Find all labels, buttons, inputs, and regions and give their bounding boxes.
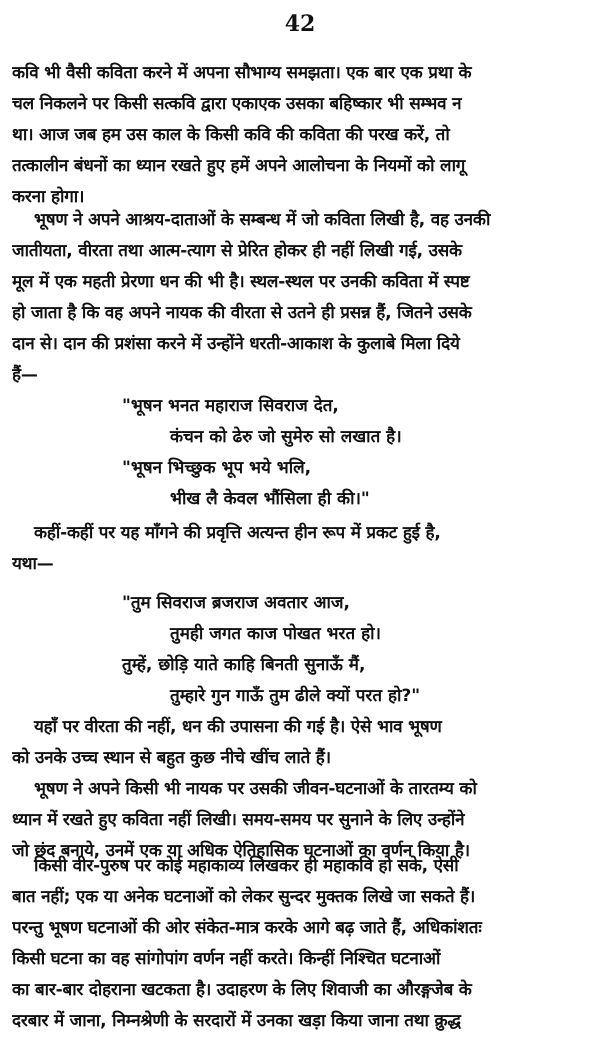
paragraph-3 — [12, 518, 586, 580]
text-line: ध्यान में रखते हुए कविता नहीं लिखी। समय-समय पर सुनाने के लिए उन्होंने — [12, 810, 465, 830]
verse-line: "भूषन भिच्छुक भूप भये भलि, — [122, 458, 312, 478]
text-line: जातीयता, वीरता तथा आत्म-त्याग से प्रेरित होकर ही नहीं लिखी गई, उसके — [12, 241, 462, 261]
text-line: किसी घटना का वह सांगोपांग वर्णन नहीं करते। किन्हीं निश्चित घटनाओं — [12, 949, 441, 969]
text-line: दान से। दान की प्रशंसा करने में उन्होंने धरती-आकाश के कुलाबे मिला दिये — [12, 334, 460, 354]
text-line: परन्तु भूषण घटनाओं की ओर संकेत-मात्र करके आगे बढ़ जाते हैं, अधिकांशतः — [12, 918, 482, 938]
verse-line: तुम्हें, छोड़ि याते काहि बिनती सुनाऊँ मैं, — [122, 655, 366, 675]
text-line: मूल में एक महती प्रेरणा धन की भी है। स्थल-स्थल पर उनकी कविता में स्पष्ट — [12, 272, 470, 292]
text-line: भूषण ने अपने किसी भी नायक पर उसकी जीवन-घटनाओं के तारतम्य को — [34, 779, 477, 799]
text-line: दरबार में जाना, निम्नश्रेणी के सरदारों में उनका खड़ा किया जाना तथा क्रुद्ध — [12, 1011, 461, 1031]
verse-line: तुमही जगत काज पोखत भरत हो। — [170, 624, 381, 644]
verse-line: "भूषन भनत महाराज सिवराज देत, — [122, 396, 339, 416]
paragraph-2 — [12, 205, 586, 391]
text-line: जो छंद बनाये, उनमें एक या अधिक ऐतिहासिक घटनाओं का वर्णन किया है। — [12, 841, 470, 861]
text-line: यथा— — [12, 554, 54, 574]
verse-block-2 — [122, 588, 420, 712]
text-line: तत्कालीन बंधनों का ध्यान रखते हुए हमें अपने आलोचना के नियमों को लागू — [12, 156, 466, 176]
text-line: कवि भी वैसी कविता करने में अपना सौभाग्य समझता। एक बार एक प्रथा के — [12, 63, 472, 83]
text-line: किसी वीर-पुरुष पर कोई महाकाव्य लिखकर ही महाकवि हो सके, ऐसी — [34, 856, 459, 876]
verse-line: "तुम सिवराज ब्रजराज अवतार आज, — [122, 593, 350, 613]
text-line: बात नहीं; एक या अनेक घटनाओं को लेकर सुन्दर मुक्तक लिखे जा सकते हैं। — [12, 887, 476, 907]
verse-block-1 — [122, 391, 402, 515]
text-line: भूषण ने अपने आश्रय-दाताओं के सम्बन्ध में जो कविता लिखी है, वह उनकी — [34, 210, 491, 230]
page-number: 42 — [284, 11, 316, 37]
text-line: यहाँ पर वीरता की नहीं, धन की उपासना की गई है। ऐसे भाव भूषण — [34, 717, 442, 737]
paragraph-1 — [12, 58, 586, 213]
paragraph-4 — [12, 712, 586, 774]
text-line: का बार-बार दोहराना खटकता है। उदाहरण के लिए शिवाजी का औरङ्गजेब के — [12, 980, 472, 1000]
text-line: चल निकलने पर किसी सत्कवि द्वारा एकाएक उसका बहिष्कार भी सम्भव न — [12, 94, 462, 114]
text-line: हो जाता है कि वह अपने नायक की वीरता से उतने ही प्रसन्न हैं, जितने उसके — [12, 303, 472, 323]
text-line: हैं— — [12, 365, 38, 385]
paragraph-6 — [12, 851, 586, 1037]
text-line: करना होगा। — [12, 187, 85, 207]
text-line: कहीं-कहीं पर यह माँगने की प्रवृत्ति अत्यन्त हीन रूप में प्रकट हुई है, — [34, 523, 441, 543]
verse-line: तुम्हारे गुन गाऊँ तुम ढीले क्यों परत हो?" — [170, 686, 421, 706]
verse-line: कंचन को ढेरु जो सुमेरु सो लखात है। — [170, 427, 402, 447]
verse-line: भीख लै केवल भौंसिला ही की।" — [170, 489, 370, 509]
text-line: को उनके उच्च स्थान से बहुत कुछ नीचे खींच लाते हैं। — [12, 748, 331, 768]
text-line: था। आज जब हम उस काल के किसी कवि की कविता की परख करें, तो — [12, 125, 450, 145]
